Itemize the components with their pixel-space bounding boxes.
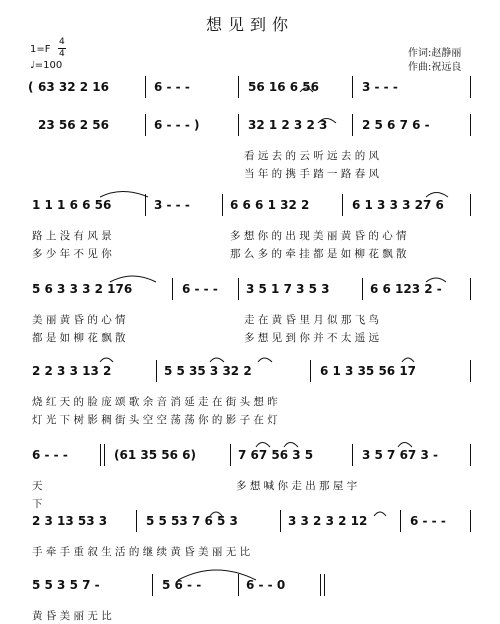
note-group: 3 5 1 7 3 5 3 [246, 282, 330, 296]
lyricist-credit: 作词:赵静丽 [408, 48, 462, 59]
lyric-line: 都 是 如 柳 花 飘 散 [32, 332, 126, 344]
note-group: 2 2 3 3 13 2 [32, 364, 112, 378]
note-group: (61 35 56 6) [114, 448, 196, 462]
lyric-line: 天 [32, 480, 43, 492]
lyric-line: 走 在 黄 昏 里 月 似 那 飞 鸟 [244, 314, 380, 326]
note-group: 3 5 7 67 3 - [362, 448, 438, 462]
note-group: 6 1 3 3 3 27 6 [352, 198, 444, 212]
note-group: 32 1 2 3 2 3 [248, 118, 328, 132]
note-group: 6 1 3 35 56 17 [320, 364, 417, 378]
lyric-line: 当 年 的 携 手 踏 一 路 春 风 [244, 168, 380, 180]
time-signature-numerator: 4 [59, 37, 65, 47]
song-title: 想见到你 [205, 15, 294, 34]
lyric-line: 黄 昏 美 丽 无 比 [32, 610, 112, 622]
composer-credit: 作曲:祝远良 [408, 62, 462, 73]
lyric-line: 手 牵 手 重 叙 生 活 的 继 续 黄 昏 美 丽 无 比 [32, 546, 251, 558]
note-group: 6 6 123 2 - [370, 282, 442, 296]
note-group: 3 3 2 3 2 12 [288, 514, 368, 528]
time-signature-denominator: 4 [59, 49, 65, 59]
note-group: 3 - - - [154, 198, 190, 212]
note-group: 3 - - - [362, 80, 398, 94]
lyric-line: 烧 红 天 的 脸 庞 颂 歌 余 音 消 延 走 在 街 头 想 昨 [32, 396, 278, 408]
note-group: 6 6 6 1 32 2 [230, 198, 310, 212]
note-group: 23 56 2 56 [38, 118, 109, 132]
note-group: 6 - - - [32, 448, 68, 462]
tempo-marking: ♩=100 [30, 60, 63, 71]
note-group: 2 3 13 53 3 [32, 514, 108, 528]
quarter-note-icon: ♩ [30, 60, 35, 71]
note-group: 5 6 - - [162, 578, 202, 592]
note-group: 2 5 6 7 6 - [362, 118, 430, 132]
lyric-line: 美 丽 黄 昏 的 心 情 [32, 314, 126, 326]
note-group: 5 6 3 3 3 2 176 [32, 282, 133, 296]
lyric-line: 多 想 喊 你 走 出 那 屋 宇 [236, 480, 358, 492]
lyric-line: 那 么 多 的 牵 挂 都 是 如 柳 花 飘 散 [230, 248, 407, 260]
note-group: 7 67 56 3 5 [238, 448, 314, 462]
note-group: 5 5 35 3 32 2 [164, 364, 252, 378]
lyric-line: 多 少 年 不 见 你 [32, 248, 112, 260]
lyric-line: 下 [32, 498, 43, 510]
note-group: 6 - - 0 [246, 578, 286, 592]
key-signature: 1=F [30, 44, 51, 55]
lyric-line: 多 想 见 到 你 并 不 太 遥 远 [244, 332, 380, 344]
note-group: 63 32 2 16 [38, 80, 109, 94]
lyric-line: 多 想 你 的 出 现 美 丽 黄 昏 的 心 情 [230, 230, 407, 242]
note-group: ( [28, 80, 34, 94]
note-group: 6 - - - [410, 514, 446, 528]
note-group: 6 - - - ) [154, 118, 200, 132]
note-group: 6 - - - [154, 80, 190, 94]
note-group: 5 5 3 5 7 - [32, 578, 100, 592]
note-group: 6 - - - [182, 282, 218, 296]
lyric-line: 路 上 没 有 风 景 [32, 230, 112, 242]
note-group: 56 16 6 56 [248, 80, 319, 94]
note-group: 1 1 1 6 6 56 [32, 198, 112, 212]
note-group: 5 5 53 7 6 5 3 [146, 514, 238, 528]
lyric-line: 灯 光 下 树 影 稠 街 头 空 空 荡 荡 你 的 影 子 在 灯 [32, 414, 278, 426]
lyric-line: 看 远 去 的 云 听 远 去 的 风 [244, 150, 380, 162]
